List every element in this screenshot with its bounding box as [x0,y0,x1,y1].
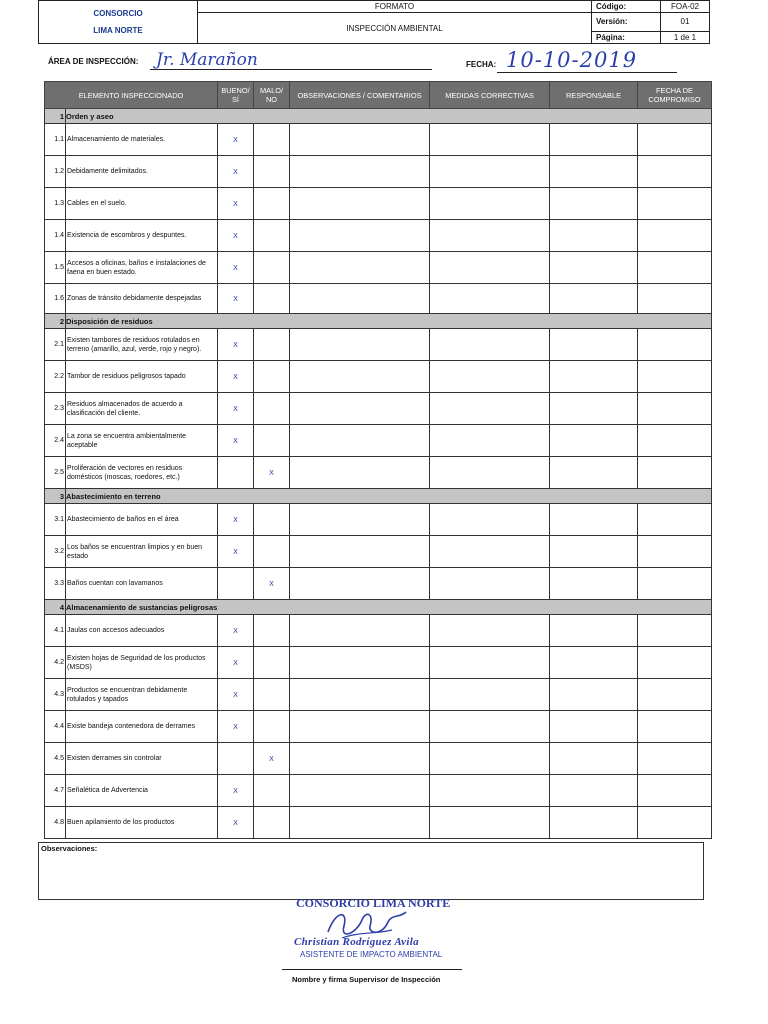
check-mark: X [233,786,238,795]
item-description: Almacenamiento de materiales. [66,124,218,156]
bueno-cell[interactable] [218,536,254,568]
bueno-cell[interactable] [218,457,254,489]
observaciones-cell[interactable] [290,647,430,679]
bueno-cell[interactable] [218,188,254,220]
item-number: 2.1 [45,329,66,361]
table-row [45,807,712,839]
section-title: Almacenamiento de sustancias peligrosas [66,600,712,615]
fecha-underline [497,72,677,73]
item-description: Baños cuentan con lavamanos [66,568,218,600]
fecha-compromiso-cell[interactable] [638,775,712,807]
observaciones-cell[interactable] [290,361,430,393]
responsable-cell[interactable] [550,457,638,489]
table-row [45,457,712,489]
area-value[interactable]: Jr. Marañon [156,50,258,70]
bueno-cell[interactable] [218,568,254,600]
observaciones-cell[interactable] [290,743,430,775]
observaciones-cell[interactable] [290,536,430,568]
responsable-cell[interactable] [550,568,638,600]
malo-cell[interactable] [254,329,290,361]
medidas-cell[interactable] [430,504,550,536]
malo-cell[interactable] [254,252,290,284]
item-description: Existencia de escombros y despuntes. [66,220,218,252]
check-mark: X [233,135,238,144]
item-number: 3.2 [45,536,66,568]
medidas-cell[interactable] [430,393,550,425]
responsable-cell[interactable] [550,775,638,807]
bueno-cell[interactable] [218,393,254,425]
bueno-cell[interactable] [218,615,254,647]
item-number: 1.5 [45,252,66,284]
fecha-compromiso-cell[interactable] [638,679,712,711]
item-description: Productos se encuentran debidamente rotulados y tapados [66,679,218,711]
table-row [45,425,712,457]
check-mark: X [269,579,274,588]
version-value: 01 [661,13,710,31]
section-row [45,109,712,124]
area-label: ÁREA DE INSPECCIÓN: [48,57,139,66]
document-header [38,0,710,44]
bueno-cell[interactable] [218,284,254,314]
check-mark: X [233,263,238,272]
observaciones-cell[interactable] [290,188,430,220]
check-mark: X [233,818,238,827]
medidas-cell[interactable] [430,252,550,284]
responsable-cell[interactable] [550,124,638,156]
bueno-cell[interactable] [218,252,254,284]
medidas-cell[interactable] [430,156,550,188]
observaciones-cell[interactable] [290,711,430,743]
section-number: 4 [45,600,66,615]
table-row [45,504,712,536]
item-number: 3.1 [45,504,66,536]
medidas-cell[interactable] [430,361,550,393]
malo-cell[interactable] [254,361,290,393]
section-number: 2 [45,314,66,329]
malo-cell[interactable] [254,425,290,457]
table-row [45,393,712,425]
malo-cell[interactable] [254,284,290,314]
responsable-cell[interactable] [550,504,638,536]
section-title: Abastecimiento en terreno [66,489,712,504]
responsable-cell[interactable] [550,361,638,393]
responsable-cell[interactable] [550,743,638,775]
responsable-cell[interactable] [550,615,638,647]
fecha-compromiso-cell[interactable] [638,615,712,647]
medidas-cell[interactable] [430,743,550,775]
fecha-compromiso-cell[interactable] [638,457,712,489]
malo-cell[interactable] [254,679,290,711]
inspection-table [44,81,712,839]
malo-cell[interactable] [254,775,290,807]
medidas-cell[interactable] [430,807,550,839]
medidas-cell[interactable] [430,188,550,220]
item-number: 2.3 [45,393,66,425]
table-row [45,679,712,711]
item-number: 4.8 [45,807,66,839]
malo-cell[interactable] [254,647,290,679]
table-row [45,647,712,679]
codigo-label: Código: [592,1,661,13]
col-fecha-compromiso: FECHA DE COMPROMISO [638,82,712,109]
table-row [45,284,712,314]
table-row [45,568,712,600]
stamp-company: CONSORCIO LIMA NORTE [296,896,451,910]
medidas-cell[interactable] [430,457,550,489]
fecha-compromiso-cell[interactable] [638,188,712,220]
fecha-compromiso-cell[interactable] [638,284,712,314]
company-name-line2: LIMA NORTE [93,26,143,35]
medidas-cell[interactable] [430,284,550,314]
responsable-cell[interactable] [550,220,638,252]
medidas-cell[interactable] [430,329,550,361]
responsable-cell[interactable] [550,188,638,220]
item-number: 1.4 [45,220,66,252]
bueno-cell[interactable] [218,329,254,361]
check-mark: X [233,372,238,381]
medidas-cell[interactable] [430,568,550,600]
doc-type: FORMATO [198,1,592,13]
check-mark: X [233,547,238,556]
company-name-line1: CONSORCIO [93,9,143,18]
fecha-compromiso-cell[interactable] [638,568,712,600]
item-number: 4.4 [45,711,66,743]
version-label: Versión: [592,13,661,31]
item-description: Residuos almacenados de acuerdo a clasificación del cliente. [66,393,218,425]
item-number: 1.1 [45,124,66,156]
bueno-cell[interactable] [218,679,254,711]
item-description: Accesos a oficinas, baños e instalaciones de faena en buen estado. [66,252,218,284]
check-mark: X [233,436,238,445]
malo-cell[interactable] [254,807,290,839]
item-description: Los baños se encuentran limpios y en buen estado [66,536,218,568]
check-mark: X [269,754,274,763]
malo-cell[interactable] [254,220,290,252]
responsable-cell[interactable] [550,425,638,457]
responsable-cell[interactable] [550,393,638,425]
observaciones-label: Observaciones: [41,844,98,853]
check-mark: X [233,340,238,349]
fecha-compromiso-cell[interactable] [638,329,712,361]
signature-line [282,969,462,970]
bueno-cell[interactable] [218,361,254,393]
item-description: Cables en el suelo. [66,188,218,220]
item-number: 2.5 [45,457,66,489]
check-mark: X [233,294,238,303]
bueno-cell[interactable] [218,156,254,188]
observaciones-cell[interactable] [290,504,430,536]
table-row [45,252,712,284]
bueno-cell[interactable] [218,743,254,775]
section-number: 3 [45,489,66,504]
responsable-cell[interactable] [550,536,638,568]
bueno-cell[interactable] [218,647,254,679]
table-row [45,536,712,568]
medidas-cell[interactable] [430,124,550,156]
item-description: La zona se encuentra ambientalmente aceptable [66,425,218,457]
responsable-cell[interactable] [550,252,638,284]
fecha-label: FECHA: [466,60,497,69]
item-number: 4.3 [45,679,66,711]
item-number: 2.2 [45,361,66,393]
section-row [45,489,712,504]
item-description: Zonas de tránsito debidamente despejadas [66,284,218,314]
table-body [45,109,712,839]
fecha-compromiso-cell[interactable] [638,504,712,536]
section-title: Orden y aseo [66,109,712,124]
fecha-compromiso-cell[interactable] [638,647,712,679]
item-description: Existen derrames sin controlar [66,743,218,775]
check-mark: X [269,468,274,477]
doc-title: INSPECCIÓN AMBIENTAL [198,13,592,44]
col-bueno: BUENO/ SÍ [218,82,254,109]
section-number: 1 [45,109,66,124]
check-mark: X [233,167,238,176]
responsable-cell[interactable] [550,679,638,711]
stamp-name: Christian Rodríguez Avila [294,936,419,948]
item-number: 1.3 [45,188,66,220]
observaciones-cell[interactable] [290,457,430,489]
table-row [45,188,712,220]
item-description: Tambor de residuos peligrosos tapado [66,361,218,393]
observaciones-cell[interactable] [290,252,430,284]
supervisor-stamp [292,896,464,962]
observaciones-cell[interactable] [290,679,430,711]
bueno-cell[interactable] [218,807,254,839]
fecha-compromiso-cell[interactable] [638,743,712,775]
medidas-cell[interactable] [430,647,550,679]
item-description: Existen hojas de Seguridad de los productos (MSDS) [66,647,218,679]
check-mark: X [233,231,238,240]
responsable-cell[interactable] [550,329,638,361]
malo-cell[interactable] [254,188,290,220]
responsable-cell[interactable] [550,284,638,314]
pagina-value: 1 de 1 [661,31,710,43]
medidas-cell[interactable] [430,220,550,252]
table-row [45,711,712,743]
check-mark: X [233,199,238,208]
fecha-compromiso-cell[interactable] [638,807,712,839]
item-number: 4.5 [45,743,66,775]
medidas-cell[interactable] [430,679,550,711]
col-observaciones: OBSERVACIONES / COMENTARIOS [290,82,430,109]
item-number: 4.7 [45,775,66,807]
item-number: 1.2 [45,156,66,188]
observaciones-cell[interactable] [290,393,430,425]
fecha-compromiso-cell[interactable] [638,536,712,568]
fecha-value[interactable]: 10-10-2019 [506,48,638,72]
medidas-cell[interactable] [430,615,550,647]
malo-cell[interactable] [254,393,290,425]
item-description: Existe bandeja contenedora de derrames [66,711,218,743]
item-description: Jaulas con accesos adecuados [66,615,218,647]
bueno-cell[interactable] [218,220,254,252]
fecha-compromiso-cell[interactable] [638,156,712,188]
fecha-compromiso-cell[interactable] [638,711,712,743]
medidas-cell[interactable] [430,711,550,743]
item-number: 3.3 [45,568,66,600]
stamp-role: ASISTENTE DE IMPACTO AMBIENTAL [300,950,443,959]
responsable-cell[interactable] [550,711,638,743]
bueno-cell[interactable] [218,124,254,156]
bueno-cell[interactable] [218,711,254,743]
fecha-compromiso-cell[interactable] [638,393,712,425]
company-logo-text [39,1,198,44]
malo-cell[interactable] [254,156,290,188]
check-mark: X [233,690,238,699]
item-description: Buen apilamiento de los productos [66,807,218,839]
malo-cell[interactable] [254,615,290,647]
item-description: Existen tambores de residuos rotulados en terreno (amarillo, azul, verde, rojo y negro). [66,329,218,361]
table-row [45,775,712,807]
malo-cell[interactable] [254,124,290,156]
item-number: 4.1 [45,615,66,647]
check-mark: X [233,515,238,524]
fecha-compromiso-cell[interactable] [638,220,712,252]
table-header-row [45,82,712,109]
medidas-cell[interactable] [430,775,550,807]
bueno-cell[interactable] [218,425,254,457]
item-description: Proliferación de vectores en residuos domésticos (moscas, roedores, etc.) [66,457,218,489]
observaciones-cell[interactable] [290,329,430,361]
observaciones-cell[interactable] [290,220,430,252]
table-row [45,156,712,188]
check-mark: X [233,626,238,635]
item-number: 2.4 [45,425,66,457]
table-row [45,329,712,361]
fecha-compromiso-cell[interactable] [638,361,712,393]
observaciones-cell[interactable] [290,425,430,457]
fecha-compromiso-cell[interactable] [638,252,712,284]
check-mark: X [233,658,238,667]
table-row [45,220,712,252]
signature-label: Nombre y firma Supervisor de Inspección [292,975,441,984]
bueno-cell[interactable] [218,775,254,807]
responsable-cell[interactable] [550,647,638,679]
item-description: Abastecimiento de baños en el área [66,504,218,536]
observaciones-cell[interactable] [290,124,430,156]
check-mark: X [233,722,238,731]
observaciones-cell[interactable] [290,615,430,647]
check-mark: X [233,404,238,413]
responsable-cell[interactable] [550,807,638,839]
section-row [45,314,712,329]
item-number: 4.2 [45,647,66,679]
malo-cell[interactable] [254,504,290,536]
observaciones-cell[interactable] [290,807,430,839]
section-row [45,600,712,615]
codigo-value: FOA-02 [661,1,710,13]
medidas-cell[interactable] [430,536,550,568]
table-row [45,124,712,156]
table-row [45,743,712,775]
medidas-cell[interactable] [430,425,550,457]
malo-cell[interactable] [254,743,290,775]
malo-cell[interactable] [254,457,290,489]
col-responsable: RESPONSABLE [550,82,638,109]
pagina-label: Página: [592,31,661,43]
observaciones-cell[interactable] [290,156,430,188]
table-row [45,615,712,647]
col-medidas: MEDIDAS CORRECTIVAS [430,82,550,109]
responsable-cell[interactable] [550,156,638,188]
fecha-compromiso-cell[interactable] [638,425,712,457]
malo-cell[interactable] [254,536,290,568]
malo-cell[interactable] [254,568,290,600]
observaciones-box[interactable] [38,842,704,900]
malo-cell[interactable] [254,711,290,743]
col-malo: MALO/ NO [254,82,290,109]
observaciones-cell[interactable] [290,284,430,314]
observaciones-cell[interactable] [290,568,430,600]
col-elemento: ELEMENTO INSPECCIONADO [45,82,218,109]
item-description: Debidamente delimitados. [66,156,218,188]
observaciones-cell[interactable] [290,775,430,807]
item-number: 1.6 [45,284,66,314]
bueno-cell[interactable] [218,504,254,536]
fecha-compromiso-cell[interactable] [638,124,712,156]
table-row [45,361,712,393]
item-description: Señalética de Advertencia [66,775,218,807]
section-title: Disposición de residuos [66,314,712,329]
